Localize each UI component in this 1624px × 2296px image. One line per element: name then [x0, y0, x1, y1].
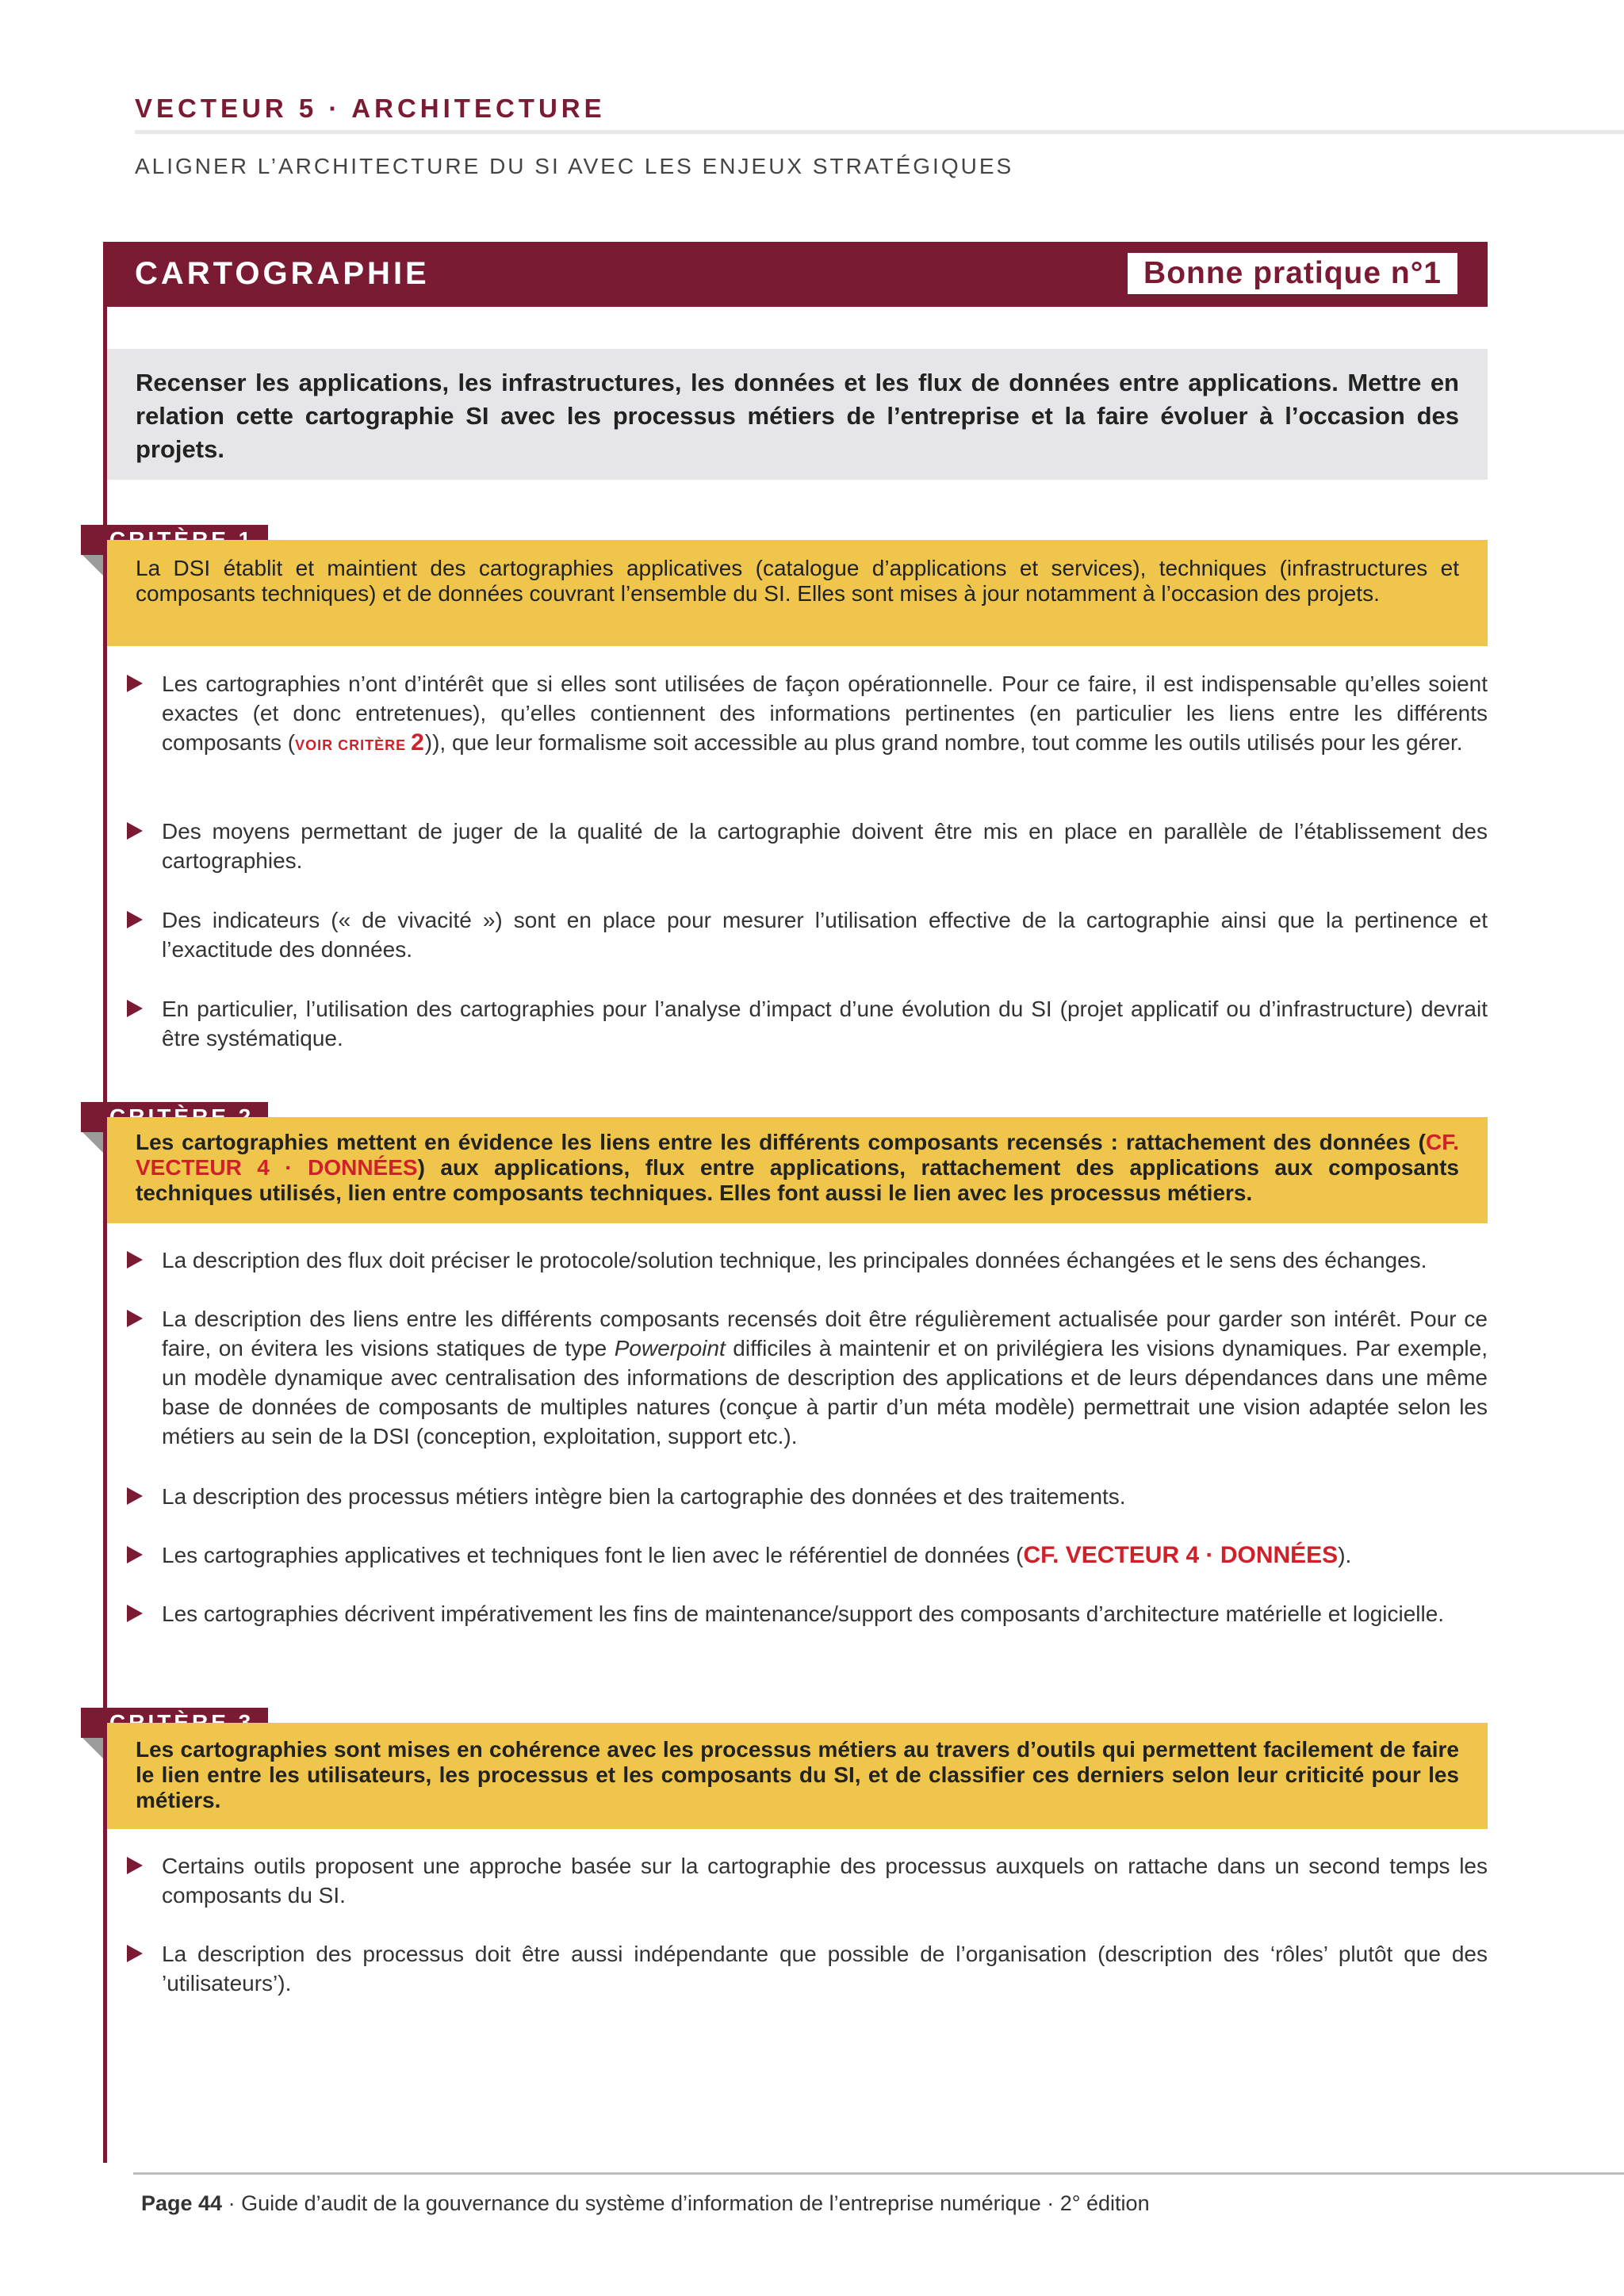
criterion-text: ) aux applications, flux entre applications, rattachement des applications aux composants techniques utilisés, lien entre composants techniques. Elles font aussi le lien avec les processus métiers. [136, 1155, 1459, 1205]
bullet-text: La description des liens entre les différents composants recensés doit être régulièrement actualisée pour garder son intérêt. Pour ce faire, on évitera les visions statiques de type [162, 1307, 1488, 1360]
triangle-bullet-icon [127, 1945, 143, 1962]
best-practice-badge: Bonne pratique n°1 [1128, 253, 1457, 294]
bullet-text: difficiles à maintenir et on privilégiera les visions dynamiques. Par exemple, un modèle dynamique avec centralisation des informations de description des applications et de leurs dépendances dans une même base de données de composants de multiples natures (conçue à partir d’un méta modèle) permettrait une vision adaptée selon les métiers au sein de la DSI (conception, exploitation, support etc.). [162, 1336, 1488, 1448]
section-banner [103, 242, 1488, 307]
triangle-bullet-icon [127, 911, 143, 928]
section-title: CARTOGRAPHIE [135, 256, 430, 291]
triangle-bullet-icon [127, 675, 143, 692]
bullet-text: )), que leur formalisme soit accessible au plus grand nombre, tout comme les outils utilisés pour les gérer. [424, 730, 1463, 755]
reference-label: VOIR CRITÈRE [295, 737, 412, 753]
vector-reference[interactable]: CF. VECTEUR 4 · DONNÉES [1023, 1542, 1339, 1568]
bullet-text: Les cartographies applicatives et techniques font le lien avec le référentiel de données ( [162, 1543, 1024, 1567]
criterion-3-bullet-1 [127, 1851, 1488, 1910]
vector-reference[interactable]: CF. VECTEUR 4 · DONNÉES [136, 1130, 1459, 1180]
italic-term: Powerpoint [614, 1336, 726, 1360]
bullet-text: En particulier, l’utilisation des cartographies pour l’analyse d’impact d’une évolution du SI (projet applicatif ou d’infrastructure) devrait être systématique. [162, 997, 1488, 1050]
vector-title: VECTEUR 5 · ARCHITECTURE [135, 94, 606, 123]
bullet-text: ). [1338, 1543, 1352, 1567]
criterion-1-bullet-4 [127, 994, 1488, 1053]
footer-separator: · [228, 2191, 236, 2215]
triangle-bullet-icon [127, 1857, 143, 1874]
triangle-bullet-icon [127, 1487, 143, 1505]
bullet-text: Les cartographies n’ont d’intérêt que si elles sont utilisées de façon opérationnelle. Pour ce faire, il est indispensable qu’elles soient exactes (et donc entretenues), qu’elles contiennent des informations pertinentes (en particulier les liens entre les différents composants ( [162, 672, 1488, 755]
reference-number: 2 [411, 729, 425, 756]
bullet-text: La description des processus métiers intègre bien la cartographie des données et des traitements. [162, 1484, 1126, 1509]
criterion-2-fold [81, 1131, 103, 1153]
criterion-2-bullet-5 [127, 1599, 1488, 1628]
header-divider [135, 130, 1624, 134]
bullet-text: La description des flux doit préciser le protocole/solution technique, les principales données échangées et le sens des échanges. [162, 1248, 1427, 1272]
criterion-3-bullet-2 [127, 1939, 1488, 1998]
criterion-2-text [107, 1117, 1488, 1223]
triangle-bullet-icon [127, 822, 143, 840]
best-practice-statement: Recenser les applications, les infrastructures, les données et les flux de données entre applications. Mettre en relation cette cartographie SI avec les processus métiers de l’entreprise et la faire évoluer à l’occasion des projets. [107, 349, 1488, 480]
page-footer [141, 2191, 1150, 2216]
document-title: Guide d’audit de la gouvernance du système d’information de l’entreprise numérique · 2° édition [241, 2191, 1150, 2215]
footer-divider [133, 2172, 1624, 2175]
criterion-reference[interactable] [295, 729, 425, 756]
triangle-bullet-icon [127, 1000, 143, 1017]
page-number: Page 44 [141, 2191, 223, 2215]
criterion-1-bullet-2 [127, 817, 1488, 875]
bullet-text: La description des processus doit être aussi indépendante que possible de l’organisation (description des ‘rôles’ plutôt que des ’utilisateurs’). [162, 1942, 1488, 1996]
bullet-text: Des indicateurs (« de vivacité ») sont en place pour mesurer l’utilisation effective de la cartographie ainsi que la pertinence et l’exactitude des données. [162, 908, 1488, 962]
triangle-bullet-icon [127, 1310, 143, 1327]
criterion-2-bullet-4 [127, 1540, 1488, 1570]
triangle-bullet-icon [127, 1546, 143, 1563]
bullet-text: Des moyens permettant de juger de la qualité de la cartographie doivent être mis en place en parallèle de l’établissement des cartographies. [162, 819, 1488, 873]
criterion-1-text: La DSI établit et maintient des cartographies applicatives (catalogue d’applications et services), techniques (infrastructures et composants techniques) et de données couvrant l’ensemble du SI. Elles sont mises à jour notamment à l’occasion des projets. [107, 540, 1488, 646]
criterion-3-text: Les cartographies sont mises en cohérence avec les processus métiers au travers d’outils qui permettent facilement de faire le lien entre les utilisateurs, les processus et les composants du SI, et de classifier ces derniers selon leur criticité pour les métiers. [107, 1723, 1488, 1829]
bullet-text: Certains outils proposent une approche basée sur la cartographie des processus auxquels on rattache dans un second temps les composants du SI. [162, 1854, 1488, 1908]
criterion-2-bullet-3 [127, 1482, 1488, 1511]
criterion-3-fold [81, 1736, 103, 1758]
criterion-1-fold [81, 553, 103, 576]
triangle-bullet-icon [127, 1605, 143, 1622]
bullet-text: Les cartographies décrivent impérativement les fins de maintenance/support des composants d’architecture matérielle et logicielle. [162, 1601, 1445, 1626]
criterion-text: Les cartographies mettent en évidence les liens entre les différents composants recensés : rattachement des données ( [136, 1130, 1426, 1154]
criterion-2-bullet-1 [127, 1246, 1488, 1275]
criterion-1-bullet-1 [127, 669, 1488, 760]
criterion-1-bullet-3 [127, 905, 1488, 964]
triangle-bullet-icon [127, 1251, 143, 1269]
vector-subtitle: ALIGNER L’ARCHITECTURE DU SI AVEC LES ENJEUX STRATÉGIQUES [135, 154, 1014, 178]
criterion-2-bullet-2 [127, 1304, 1488, 1451]
